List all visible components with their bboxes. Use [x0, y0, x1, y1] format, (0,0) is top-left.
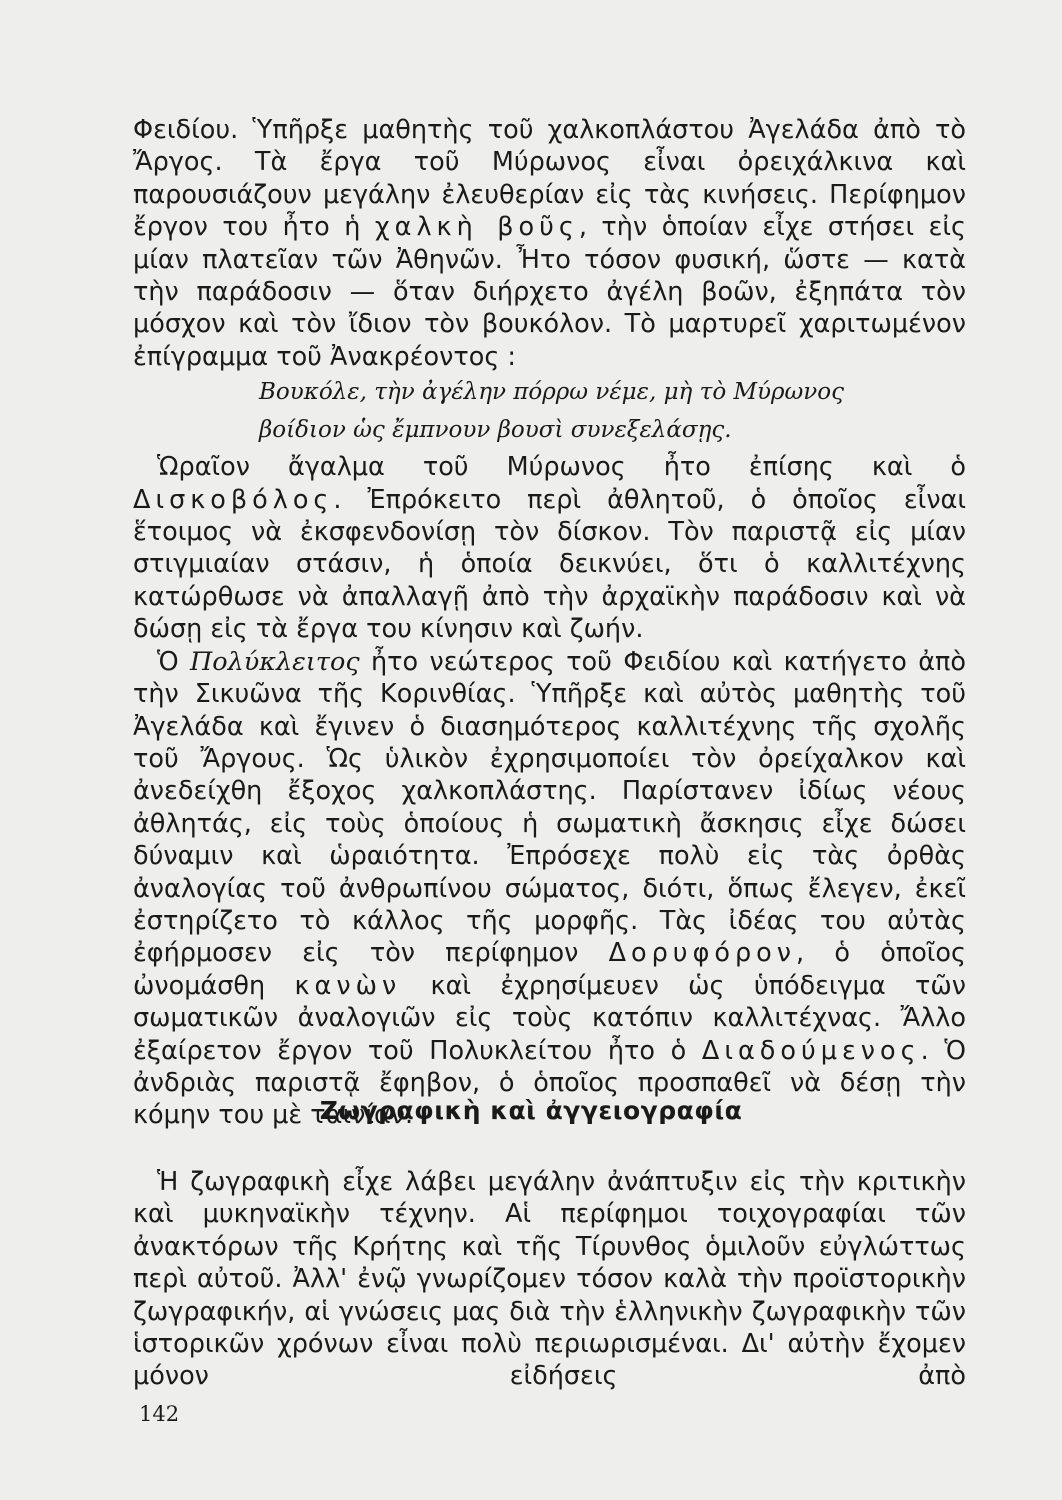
- spaced-term: Δορυφόρον: [608, 938, 797, 969]
- text-block-bottom: [133, 1166, 966, 1393]
- page-number: 142: [139, 1402, 180, 1426]
- spaced-term: Διαδούμενος: [701, 1035, 921, 1066]
- paragraph-painting: Ἡ ζωγραφικὴ εἶχε λάβει μεγάλην ἀνάπτυξιν εἰς τὴν κριτικὴν καὶ μυκηναϊκὴν τέχνην. Αἱ περίφημοι τοιχογραφίαι τῶν ἀνακτόρων τῆς Κρήτης καὶ τῆς Τίρυνθος ὁμιλοῦν εὐγλώττως περὶ αὐτοῦ. Ἀλλ' ἐνῷ γνωρίζομεν τόσον καλὰ τὴν προϊστορικὴν ζωγραφικήν, αἱ γνώσεις μας διὰ τὴν ἑλληνικὴν ζωγραφικὴν τῶν ἱστορικῶν χρόνων εἶναι πολὺ περιωρισμέναι. Δι' αὐτὴν ἔχομεν μόνον εἰδήσεις ἀπὸ: [133, 1167, 966, 1392]
- epigram-verse: [133, 375, 966, 447]
- italic-name: Πολύκλειτος: [190, 646, 360, 677]
- paragraph-polykleitos: Ὁ Πολύκλειτος ἦτο νεώτερος τοῦ Φειδίου καὶ κατήγετο ἀπὸ τὴν Σικυῶνα τῆς Κορινθίας. Ὑπῆρξε καὶ αὐτὸς μαθητὴς τοῦ Ἀγελάδα καὶ ἔγινεν ὁ διασημότερος καλλιτέχνης τῆς σχολῆς τοῦ Ἄργους. Ὡς ὑλικὸν ἐχρησιμοποίει τὸν ὀρείχαλκον καὶ ἀνεδείχθη ἔξοχος χαλκοπλάστης. Παρίστανεν ἰδίως νέους ἀθλητάς, εἰς τοὺς ὁποίους ἡ σωματικὴ ἄσκησις εἶχε δώσει δύναμιν καὶ ὡραιότητα. Ἐπρόσεχε πολὺ εἰς τὰς ὀρθὰς ἀναλογίας τοῦ ἀνθρωπίνου σώματος, διότι, ὅπως ἔλεγεν, ἐκεῖ ἐστηρίζετο τὸ κάλλος τῆς μορφῆς. Τὰς ἰδέας του αὐτὰς ἐφήρμοσεν εἰς τὸν περίφημον Δορυφόρον, ὁ ὁποῖος ὠνομάσθη κανὼν καὶ ἐχρησίμευεν ὡς ὑπόδειγμα τῶν σωματικῶν ἀναλογιῶν εἰς τοὺς κατόπιν καλλιτέχνας. Ἄλλο ἐξαίρετον ἔργον τοῦ Πολυκλείτου ἦτο ὁ Διαδούμενος. Ὁ ἀνδριὰς παριστᾷ ἔφηβον, ὁ ὁποῖος προσπαθεῖ νὰ δέσῃ τὴν κόμην του μὲ ταινίαν.: [133, 646, 967, 1131]
- spaced-term: κανὼν: [294, 970, 402, 1001]
- paragraph-discobolus: Ὡραῖον ἄγαλμα τοῦ Μύρωνος ἦτο ἐπίσης καὶ ὁ Δισκοβόλος. Ἐπρόκειτο περὶ ἀθλητοῦ, ὁ ὁποῖος εἶναι ἕτοιμος νὰ ἐκσφενδονίσῃ τὸν δίσκον. Τὸν παριστᾷ εἰς μίαν στιγμιαίαν στάσιν, ἡ ὁποία δεικνύει, ὅτι ὁ καλλιτέχνης κατώρθωσε νὰ ἀπαλλαγῇ ἀπὸ τὴν ἀρχαϊκὴν παράδοσιν καὶ νὰ δώσῃ εἰς τὰ ἔργα του κίνησιν καὶ ζωήν.: [133, 452, 966, 645]
- spaced-term: Δισκοβόλος: [133, 484, 334, 515]
- section-heading: Ζωγραφικὴ καὶ ἀγγειογραφία: [319, 1096, 743, 1125]
- paragraph-myron: Φειδίου. Ὑπῆρξε μαθητὴς τοῦ χαλκοπλάστου Ἀγελάδα ἀπὸ τὸ Ἄργος. Τὰ ἔργα τοῦ Μύρωνος εἶναι ὀρειχάλκινα καὶ παρουσιάζουν μεγάλην ἐλευθερίαν εἰς τὰς κινήσεις. Περίφημον ἔργον του ἦτο ἡ χαλκὴ βοῦς, τὴν ὁποίαν εἶχε στήσει εἰς μίαν πλατεῖαν τῶν Ἀθηνῶν. Ἦτο τόσον φυσική, ὥστε — κατὰ τὴν παράδοσιν — ὅταν διήρχετο ἀγέλη βοῶν, ἐξηπάτα τὸν μόσχον καὶ τὸν ἴδιον τὸν βουκόλον. Τὸ μαρτυρεῖ χαριτωμένον ἐπίγραμμα τοῦ Ἀνακρέοντος :: [133, 115, 966, 372]
- verse-line: βοίδιον ὡς ἔμπνουν βουσὶ συνεξελάσῃς.: [259, 417, 732, 444]
- spaced-term: χαλκὴ βοῦς: [374, 212, 579, 243]
- verse-line: Βουκόλε, τὴν ἀγέλην πόρρω νέμε, μὴ τὸ Μύρωνος: [259, 379, 845, 406]
- text-block-top: [133, 114, 966, 1132]
